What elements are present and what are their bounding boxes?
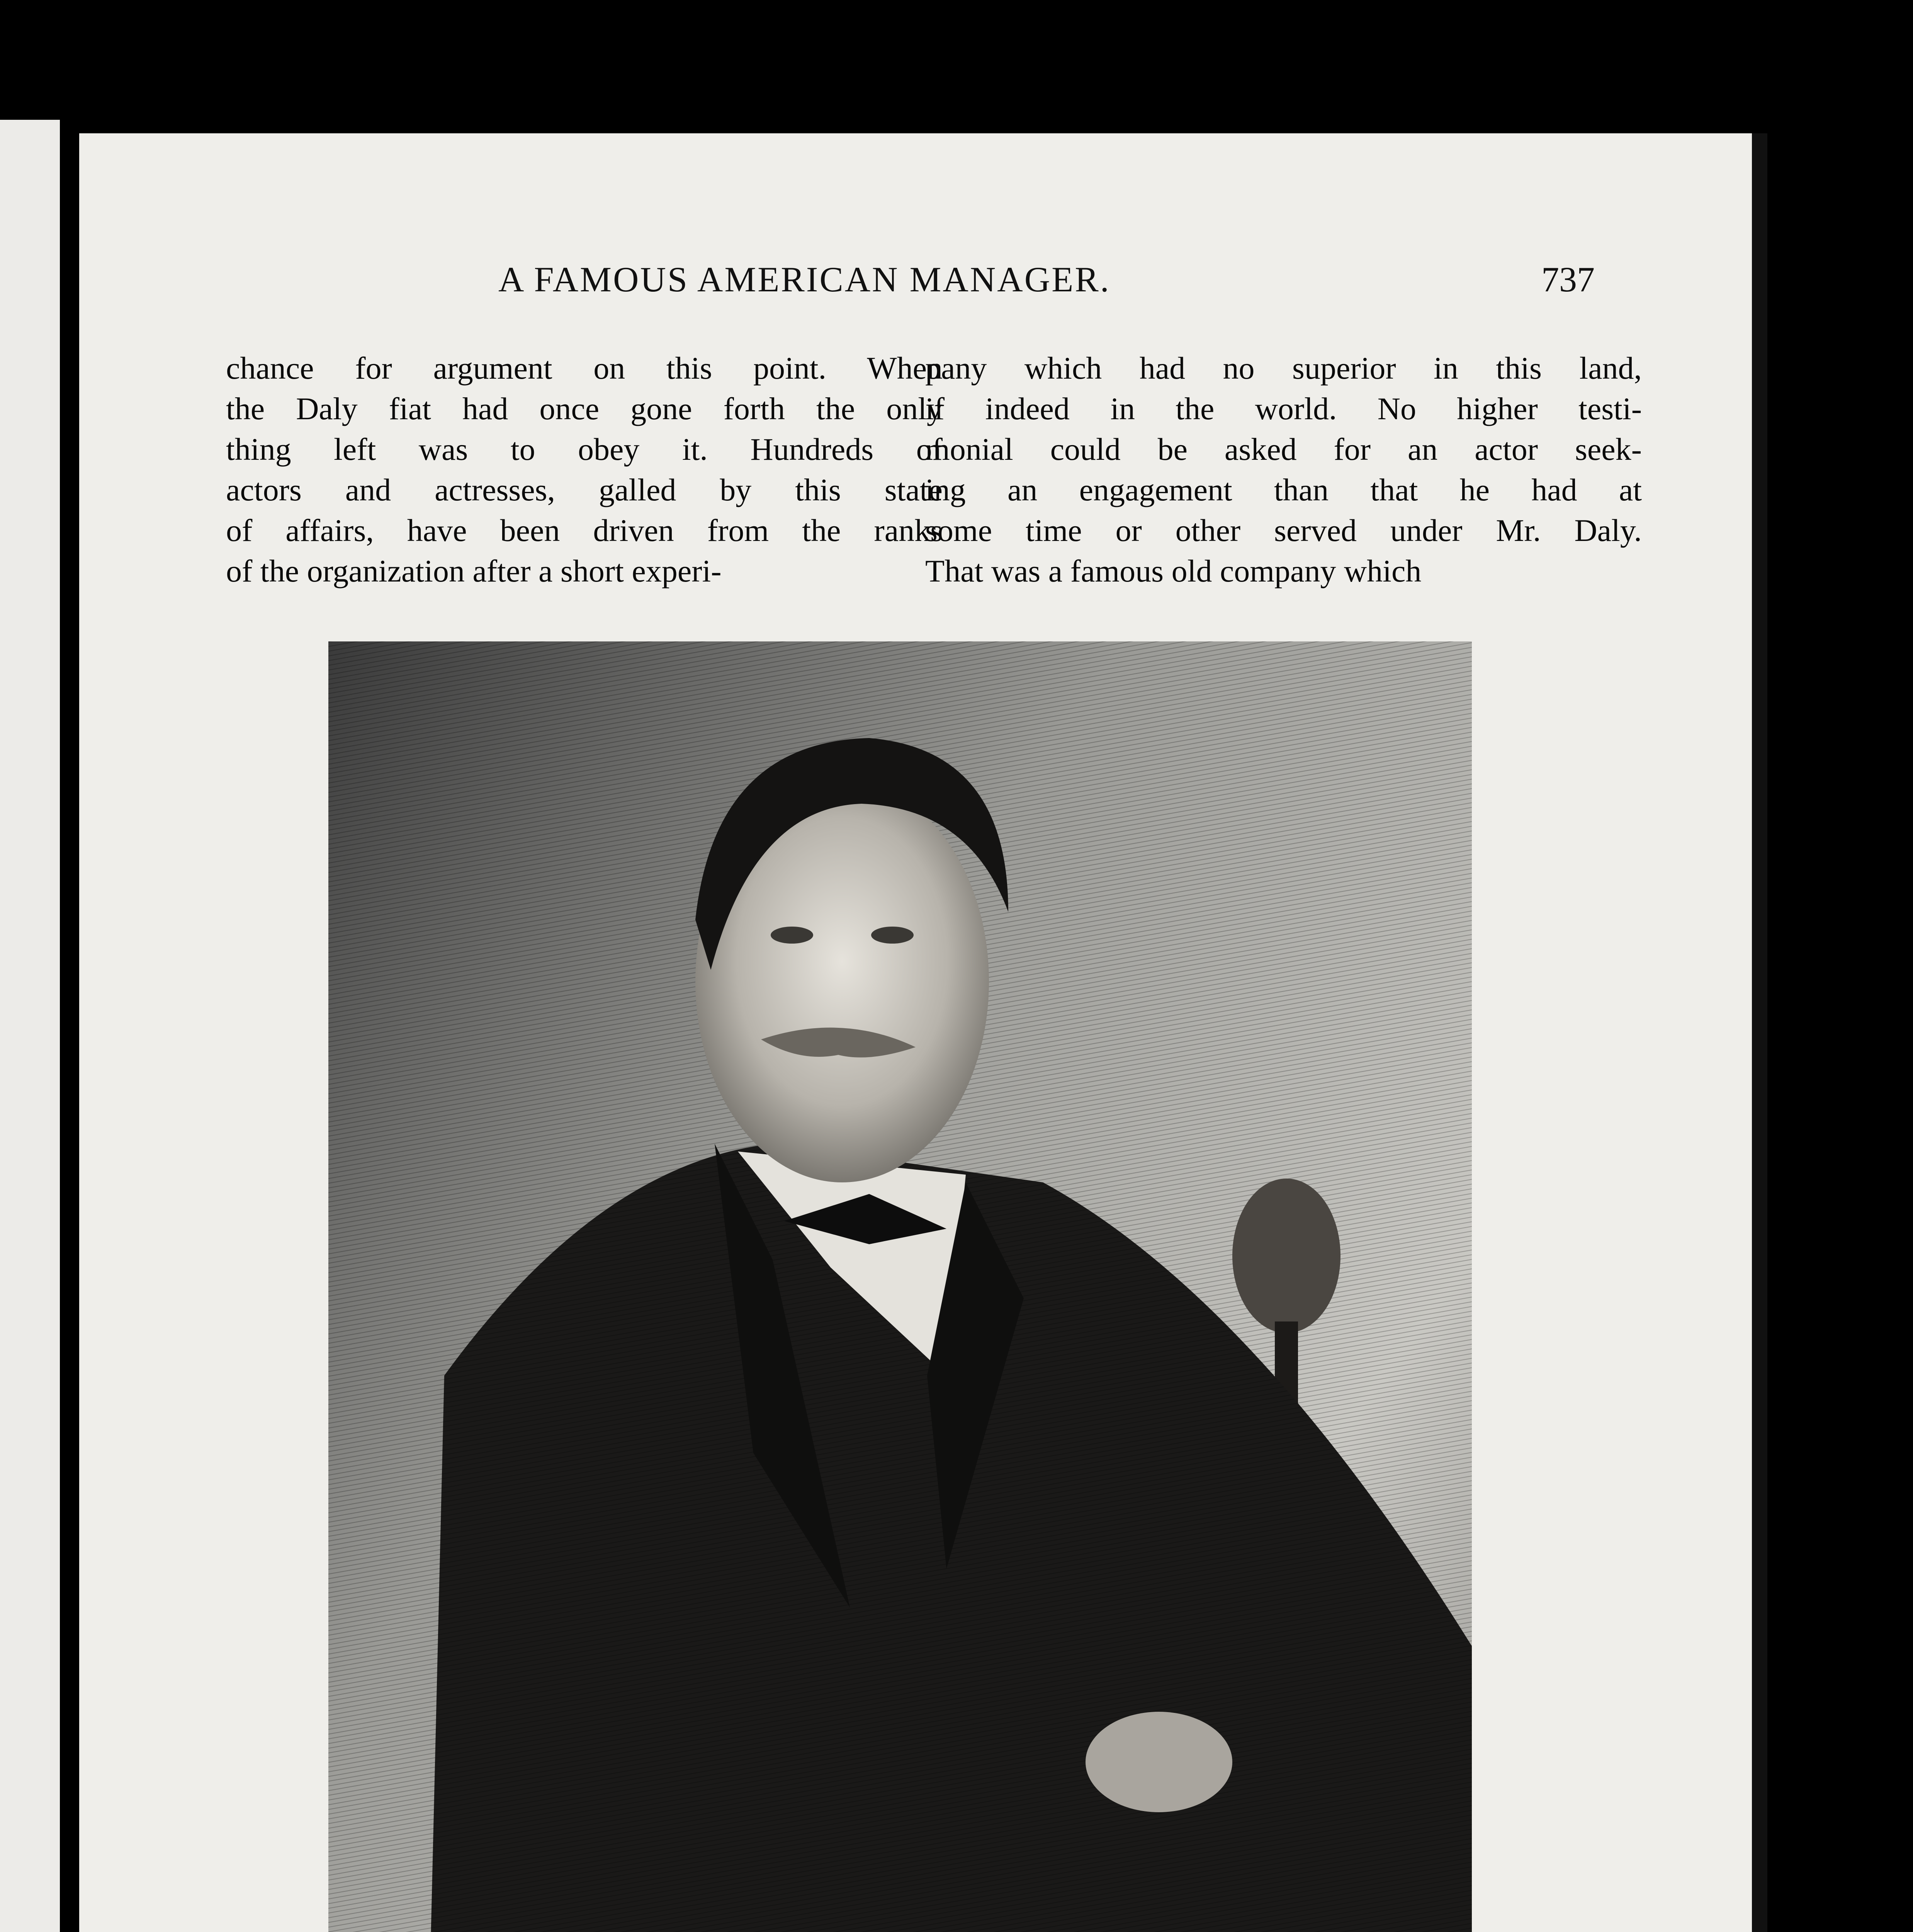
text-line: pany which had no superior in this land, bbox=[925, 350, 1642, 386]
text-line: chance for argument on this point. When bbox=[226, 350, 943, 386]
text-line: monial could be asked for an actor seek- bbox=[925, 432, 1642, 467]
text-line: the Daly fiat had once gone forth the only bbox=[226, 391, 943, 426]
running-title: A FAMOUS AMERICAN MANAGER. bbox=[498, 260, 1111, 299]
page-number: 737 bbox=[1541, 260, 1595, 299]
adjacent-page-edge bbox=[0, 120, 64, 1932]
text-line: actors and actresses, galled by this state bbox=[226, 472, 943, 507]
text-column-top-left bbox=[226, 348, 943, 591]
text-line: thing left was to obey it. Hundreds of bbox=[226, 432, 943, 467]
text-line: if indeed in the world. No higher testi- bbox=[925, 391, 1642, 426]
text-line: of affairs, have been driven from the ranks bbox=[226, 513, 943, 548]
portrait-photograph bbox=[328, 641, 1472, 1932]
text-line: That was a famous old company which bbox=[925, 553, 1422, 588]
text-line: of the organization after a short experi- bbox=[226, 553, 722, 588]
text-line: some time or other served under Mr. Daly. bbox=[925, 513, 1642, 548]
page-binding-shadow bbox=[1752, 133, 1767, 1932]
text-line: ing an engagement than that he had at bbox=[925, 472, 1642, 507]
text-column-top-right bbox=[925, 348, 1642, 591]
portrait-illustration bbox=[328, 641, 1472, 1932]
